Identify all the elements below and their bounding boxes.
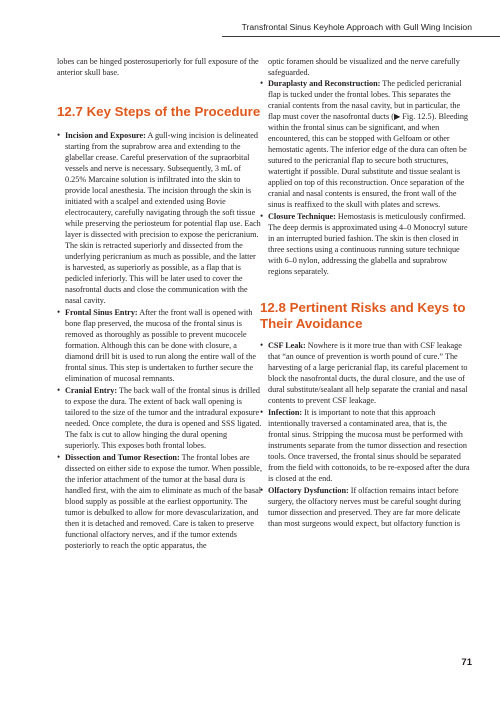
item-term: Closure Technique: — [268, 212, 336, 221]
header-rule — [222, 36, 500, 37]
list-item — [260, 407, 470, 484]
list-item — [57, 385, 262, 451]
item-term: Olfactory Dysfunction: — [268, 486, 349, 495]
key-steps-list-continued — [260, 78, 470, 277]
section-heading-risks: 12.8 Pertinent Risks and Keys to Their Avoidance — [260, 300, 466, 331]
item-text: Hemostasis is meticulously confirmed. The deep dermis is approximated using 4–0 Monocryl suture in an interrupted buried fashion. The skin is then closed in three sections using a continuous running suture technique with 6–0 nylon, addressing the glabella and suprabrow regions separately. — [268, 212, 468, 276]
continued-paragraph: optic foramen should be visualized and the nerve carefully safeguarded. — [268, 57, 460, 77]
item-term: Duraplasty and Reconstruction: — [268, 79, 381, 88]
list-item — [260, 340, 470, 406]
list-item — [260, 485, 470, 529]
right-column — [260, 56, 470, 530]
running-title: Transfrontal Sinus Keyhole Approach with Gull Wing Incision — [241, 22, 472, 32]
item-text: The pedicled pericranial flap is tucked under the frontal lobes. This separates the cranial contents from the nasal cavity, but in particular, the flap must cover the nasofrontal ducts (▶ Fig. 12.5). Bleeding within the frontal sinus can be significant, and when encountered, this can be stopped with Gelfoam or other hemostatic agents. The inferior edge of the dura can often be sutured to the pericranial flap to secure both structures, watertight if possible. Dural substitute and tissue sealant is applied on top of this reconstruction. Once separation of the cranial and nasal contents is ensured, the front wall of the sinus is reaffixed to the skull with plates and screws. — [268, 79, 469, 209]
item-text: Nowhere is it more true than with CSF leakage that “an ounce of prevention is worth pound of cure.” The harvesting of a large pericranial flap, its careful placement to block the nasofrontal ducts, the dural closure, and the use of dural substitute/sealant all help separate the cranial and nasal contents to prevent CSF leakage. — [268, 341, 468, 405]
risks-list — [260, 340, 470, 529]
item-term: Incision and Exposure: — [65, 131, 146, 140]
list-item — [260, 211, 470, 277]
item-term: Infection: — [268, 408, 303, 417]
item-text: The back wall of the frontal sinus is drilled to expose the dura. The extent of back wall opening is tailored to the size of the tumor and the intradural exposure needed. Once complete, the dura is opened and SSS ligated. The falx is cut to allow hinging the dural opening superiorly. This exposes both frontal lobes. — [65, 386, 262, 450]
item-text: It is important to note that this approach intentionally traversed a contaminated area, that is, the frontal sinus. Stripping the mucosa must be performed with instruments separate from the tumor dissection and resection tools. Once traversed, the frontal sinus should be separated from the field with cottonoids, to be re-exposed after the dura is closed at the end. — [268, 408, 470, 483]
item-text: After the front wall is opened with bone flap preserved, the mucosa of the frontal sinus is removed as thoroughly as possible to prevent mucocele formation. Although this can be done with closure, a diamond drill bit is used to run along the entire wall of the frontal sinus. This step is undertaken to further secure the elimination of mucosal remnants. — [65, 308, 257, 383]
item-term: Cranial Entry: — [65, 386, 118, 395]
item-term: Frontal Sinus Entry: — [65, 308, 138, 317]
list-item — [57, 307, 262, 384]
section-heading-key-steps: 12.7 Key Steps of the Procedure — [57, 104, 261, 119]
item-term: Dissection and Tumor Resection: — [65, 453, 180, 462]
item-text: If olfaction remains intact before surgery, the olfactory nerves must be careful sought during tumor dissection and preserved. They are far more delicate than most surgeons would expect, but olfactory function is — [268, 486, 461, 528]
left-column — [57, 56, 262, 552]
page-number: 71 — [461, 657, 472, 668]
list-item — [57, 130, 262, 306]
list-item — [57, 452, 262, 551]
item-text: The frontal lobes are dissected on either side to expose the tumor. When possible, the inferior attachment of the tumor at the basal dura is handled first, with the aim to eliminate as much of the basal blood supply as possible at the earliest opportunity. The tumor is debulked to allow for more devascularization, and then it is detached and removed. Care is taken to preserve functional olfactory nerves, and if the tumor extends posteriorly to reach the optic apparatus, the — [65, 453, 262, 550]
item-text: A gull-wing incision is delineated starting from the suprabrow area and extending to the glabellar crease. Careful preservation of the supraorbital vessels and nerve is necessary. Subsequently, 3 mL of 0.25% Marcaine solution is infiltrated into the skin to provide local anesthesia. The incision through the skin is initiated with a scalpel and extended using Bovie electrocautery, carefully navigating through the soft tissue while preserving the periosteum for potential flap use. Each layer is dissected with precision to expose the pericranium. The skin is retracted superiorly and dissected from the underlying pericranium as much as possible, and the latter is harvested, as superiorly as possible, as a flap that is pedicled inferiorly. This will be later used to cover the nasofrontal ducts and close the communication with the nasal cavity. — [65, 131, 261, 305]
key-steps-list — [57, 130, 262, 551]
item-term: CSF Leak: — [268, 341, 306, 350]
intro-paragraph: lobes can be hinged posterosuperiorly for full exposure of the anterior skull base. — [57, 57, 259, 77]
list-item — [260, 78, 470, 210]
